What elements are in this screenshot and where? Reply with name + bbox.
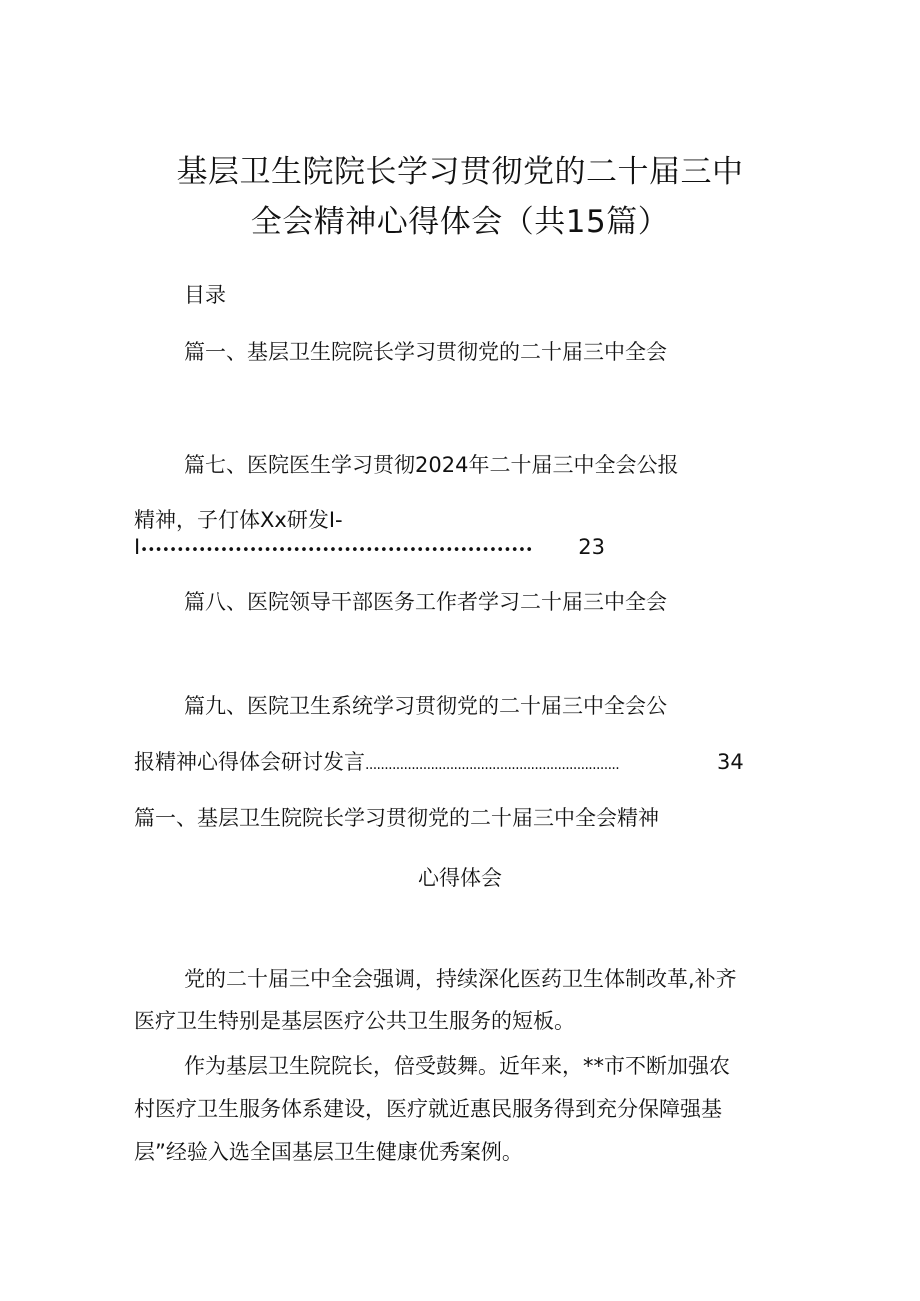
toc-entry-9-line2: 报精神心得体会研讨发言 — [134, 750, 365, 774]
toc-heading: 目录 — [184, 283, 226, 307]
toc-entry-7-prefix: I — [134, 535, 141, 559]
toc-page-number: 34 — [717, 750, 744, 774]
paragraph-1-line2: 医疗卫生特别是基层医疗公共卫生服务的短板。 — [134, 1009, 575, 1033]
article-heading-line2: 心得体会 — [418, 866, 502, 890]
toc-entry-8[interactable]: 篇八、医院领导干部医务工作者学习二十届三中全会 — [184, 590, 667, 614]
article-heading-line1: 篇一、基层卫生院院长学习贯彻党的二十届三中全会精神 — [134, 806, 659, 830]
paragraph-1-line1: 党的二十届三中全会强调，持续深化医药卫生体制改革,补齐 — [184, 967, 737, 991]
toc-entry-7-leader[interactable] — [134, 535, 606, 559]
toc-leader-dots: .................................................................. — [365, 757, 620, 773]
toc-leader-dots: •••••••••••••••••••••••••••••••••••••••••••••••••••••• — [140, 543, 533, 558]
document-title-line1: 基层卫生院院长学习贯彻党的二十届三中 — [176, 154, 744, 190]
toc-entry-7-line2[interactable]: 精神，子仃体Xx研发I- — [134, 508, 343, 532]
toc-entry-9-line1[interactable]: 篇九、医院卫生系统学习贯彻党的二十届三中全会公 — [184, 694, 667, 718]
paragraph-2-line3: 层”经验入选全国基层卫生健康优秀案例。 — [134, 1140, 523, 1164]
paragraph-2-line1: 作为基层卫生院院长，倍受鼓舞。近年来，**市不断加强农 — [184, 1054, 730, 1078]
toc-entry-7-line1[interactable]: 篇七、医院医生学习贯彻2024年二十届三中全会公报 — [184, 453, 679, 477]
paragraph-2-line2: 村医疗卫生服务体系建设，医疗就近惠民服务得到充分保障强基 — [134, 1097, 722, 1121]
toc-entry-9-leader[interactable] — [134, 746, 774, 776]
toc-page-number: 23 — [578, 535, 605, 559]
document-title-line2: 全会精神心得体会（共15篇） — [250, 204, 670, 240]
toc-entry-1[interactable]: 篇一、基层卫生院院长学习贯彻党的二十届三中全会 — [184, 340, 667, 364]
